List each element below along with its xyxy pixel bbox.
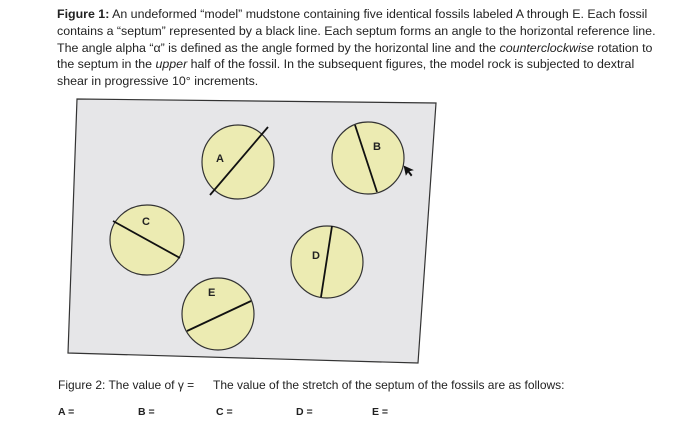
fossil-label-c: C [142, 216, 150, 228]
figure-2-label: Figure 2: The value of γ = [58, 378, 195, 392]
answer-e: E = [372, 406, 389, 418]
fossil-c [110, 205, 184, 275]
caption-text-3: half of the fossil. In the subsequent figures, the model rock is subjected to dextral shear in progressive 10° increments. [57, 57, 635, 89]
caption-text-upper: upper [155, 57, 188, 72]
fossil-label-a: A [216, 153, 224, 165]
answer-a: A = [58, 406, 75, 418]
caption-text-2: rotation to the septum in the [57, 40, 653, 72]
fossil-label-e: E [208, 287, 216, 299]
figure-1-label: Figure 1: [57, 7, 110, 21]
answer-d: D = [296, 406, 313, 418]
fossil-b [332, 122, 404, 194]
fossil-a [202, 125, 274, 199]
fossil-d [291, 226, 363, 298]
fossil-e [182, 278, 254, 350]
caption-text-1: An undeformed “model” mudstone containing five identical fossils labeled A through E. Each fossil contains a “septum” represented by a black line. Each septum forms an angle to the horizontal reference line. The angle alpha “α” is defined as the angle formed by the horizontal line and the [57, 7, 656, 55]
caption-text-counterclockwise: counterclockwise [499, 40, 594, 55]
stretch-prompt: The value of the stretch of the septum of the fossils are as follows: [213, 378, 565, 392]
fossil-label-b: B [373, 141, 381, 153]
answer-c: C = [216, 406, 233, 418]
fossil-label-d: D [312, 250, 320, 262]
answer-b: B = [138, 406, 155, 418]
